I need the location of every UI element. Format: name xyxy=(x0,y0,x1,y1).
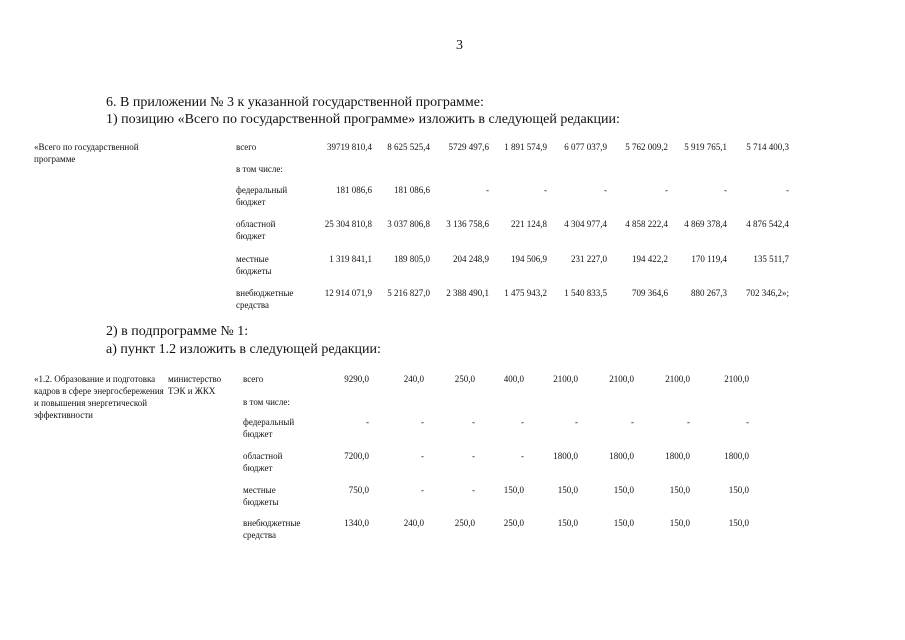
point-heading: а) пункт 1.2 изложить в следующей редакции: xyxy=(106,342,381,357)
table-cell: 1800,0 xyxy=(665,451,690,461)
table-cell: 4 876 542,4 xyxy=(746,219,789,229)
page-number: 3 xyxy=(456,38,463,53)
table-cell: 2100,0 xyxy=(553,374,578,384)
row-label: в том числе: xyxy=(243,397,290,407)
table-cell: 150,0 xyxy=(503,485,524,495)
table-cell: - xyxy=(472,485,475,495)
table-cell: 150,0 xyxy=(669,485,690,495)
table1-title: «Всего по государственной программе xyxy=(34,142,139,164)
table-cell: 5 919 765,1 xyxy=(684,142,727,152)
table-cell: 3 136 758,6 xyxy=(446,219,489,229)
item-1-heading: 1) позицию «Всего по государственной программе» изложить в следующей редакции: xyxy=(106,112,620,127)
table-cell: 39719 810,4 xyxy=(327,142,372,152)
row-label: федеральный бюджет xyxy=(243,417,295,439)
table-cell: 150,0 xyxy=(728,485,749,495)
table-cell: 135 511,7 xyxy=(753,254,789,264)
table-cell: - xyxy=(421,485,424,495)
row-label: местные бюджеты xyxy=(243,485,279,507)
table-cell: - xyxy=(631,417,634,427)
table-cell: 150,0 xyxy=(728,518,749,528)
table-cell: 240,0 xyxy=(403,374,424,384)
table-cell: 240,0 xyxy=(403,518,424,528)
table-cell: 1800,0 xyxy=(553,451,578,461)
table-cell: 181 086,6 xyxy=(394,185,430,195)
table-cell: 250,0 xyxy=(454,518,475,528)
table-cell: - xyxy=(421,417,424,427)
table-cell: 5729 497,6 xyxy=(448,142,489,152)
table-cell: 250,0 xyxy=(503,518,524,528)
table-cell: - xyxy=(486,185,489,195)
row-label: внебюджетные средства xyxy=(243,518,301,540)
table-cell: 1800,0 xyxy=(609,451,634,461)
table-cell: - xyxy=(604,185,607,195)
table-cell: 5 714 400,3 xyxy=(746,142,789,152)
table-cell: 150,0 xyxy=(613,485,634,495)
table-cell: 1 475 943,2 xyxy=(504,288,547,298)
table-cell: 5 216 827,0 xyxy=(387,288,430,298)
table-cell: 1340,0 xyxy=(344,518,369,528)
row-label: местные бюджеты xyxy=(236,254,272,276)
table-cell: 150,0 xyxy=(557,485,578,495)
row-label: всего xyxy=(236,142,257,152)
table-cell: 4 869 378,4 xyxy=(684,219,727,229)
table-cell: - xyxy=(746,417,749,427)
table-cell: 750,0 xyxy=(348,485,369,495)
table-cell: - xyxy=(687,417,690,427)
table-cell: 5 762 009,2 xyxy=(625,142,668,152)
table-cell: 150,0 xyxy=(669,518,690,528)
table-cell: 25 304 810,8 xyxy=(324,219,372,229)
table-cell: 150,0 xyxy=(613,518,634,528)
table-cell: 204 248,9 xyxy=(453,254,489,264)
table2-title: «1.2. Образование и подготовка кадров в сфере энергосбережения и повышения энергетической эффективности xyxy=(34,374,164,420)
table-cell: 3 037 806,8 xyxy=(387,219,430,229)
table-cell: 1 540 833,5 xyxy=(564,288,607,298)
table-cell: - xyxy=(421,451,424,461)
row-label: областной бюджет xyxy=(236,219,276,241)
table-cell: 12 914 071,9 xyxy=(324,288,372,298)
table-cell: - xyxy=(575,417,578,427)
table-cell: 9290,0 xyxy=(344,374,369,384)
table-cell: 2100,0 xyxy=(609,374,634,384)
table-cell: 1800,0 xyxy=(724,451,749,461)
row-label: всего xyxy=(243,374,264,384)
table2-executor: министерство ТЭК и ЖКХ xyxy=(168,374,222,396)
table-cell: 7200,0 xyxy=(344,451,369,461)
table-cell: 150,0 xyxy=(557,518,578,528)
table-cell: 2 388 490,1 xyxy=(446,288,489,298)
table-cell: 181 086,6 xyxy=(336,185,372,195)
row-label: федеральный бюджет xyxy=(236,185,288,207)
row-label: в том числе: xyxy=(236,164,283,174)
table-cell: 2100,0 xyxy=(665,374,690,384)
row-label: внебюджетные средства xyxy=(236,288,294,310)
table-cell: 221 124,8 xyxy=(511,219,547,229)
table-cell: - xyxy=(786,185,789,195)
table-cell: 1 319 841,1 xyxy=(329,254,372,264)
table-cell: 194 506,9 xyxy=(511,254,547,264)
table-cell: - xyxy=(724,185,727,195)
table-cell: - xyxy=(472,451,475,461)
table-cell: 702 346,2»; xyxy=(745,288,789,298)
table-cell: 4 858 222,4 xyxy=(625,219,668,229)
table-cell: 400,0 xyxy=(503,374,524,384)
table-cell: 4 304 977,4 xyxy=(564,219,607,229)
table-cell: 194 422,2 xyxy=(632,254,668,264)
table-cell: 6 077 037,9 xyxy=(564,142,607,152)
table-cell: 231 227,0 xyxy=(571,254,607,264)
table-cell: 2100,0 xyxy=(724,374,749,384)
table-cell: - xyxy=(366,417,369,427)
table-cell: 880 267,3 xyxy=(691,288,727,298)
item-6-heading: 6. В приложении № 3 к указанной государственной программе: xyxy=(106,95,484,110)
table-cell: - xyxy=(665,185,668,195)
row-label: областной бюджет xyxy=(243,451,283,473)
table-cell: 709 364,6 xyxy=(632,288,668,298)
table-cell: - xyxy=(544,185,547,195)
table-cell: 170 119,4 xyxy=(691,254,727,264)
table-cell: 8 625 525,4 xyxy=(387,142,430,152)
table-cell: 250,0 xyxy=(454,374,475,384)
table-cell: 189 805,0 xyxy=(394,254,430,264)
subprogram-heading: 2) в подпрограмме № 1: xyxy=(106,324,249,339)
table-cell: - xyxy=(521,451,524,461)
table-cell: 1 891 574,9 xyxy=(504,142,547,152)
table-cell: - xyxy=(521,417,524,427)
table-cell: - xyxy=(472,417,475,427)
